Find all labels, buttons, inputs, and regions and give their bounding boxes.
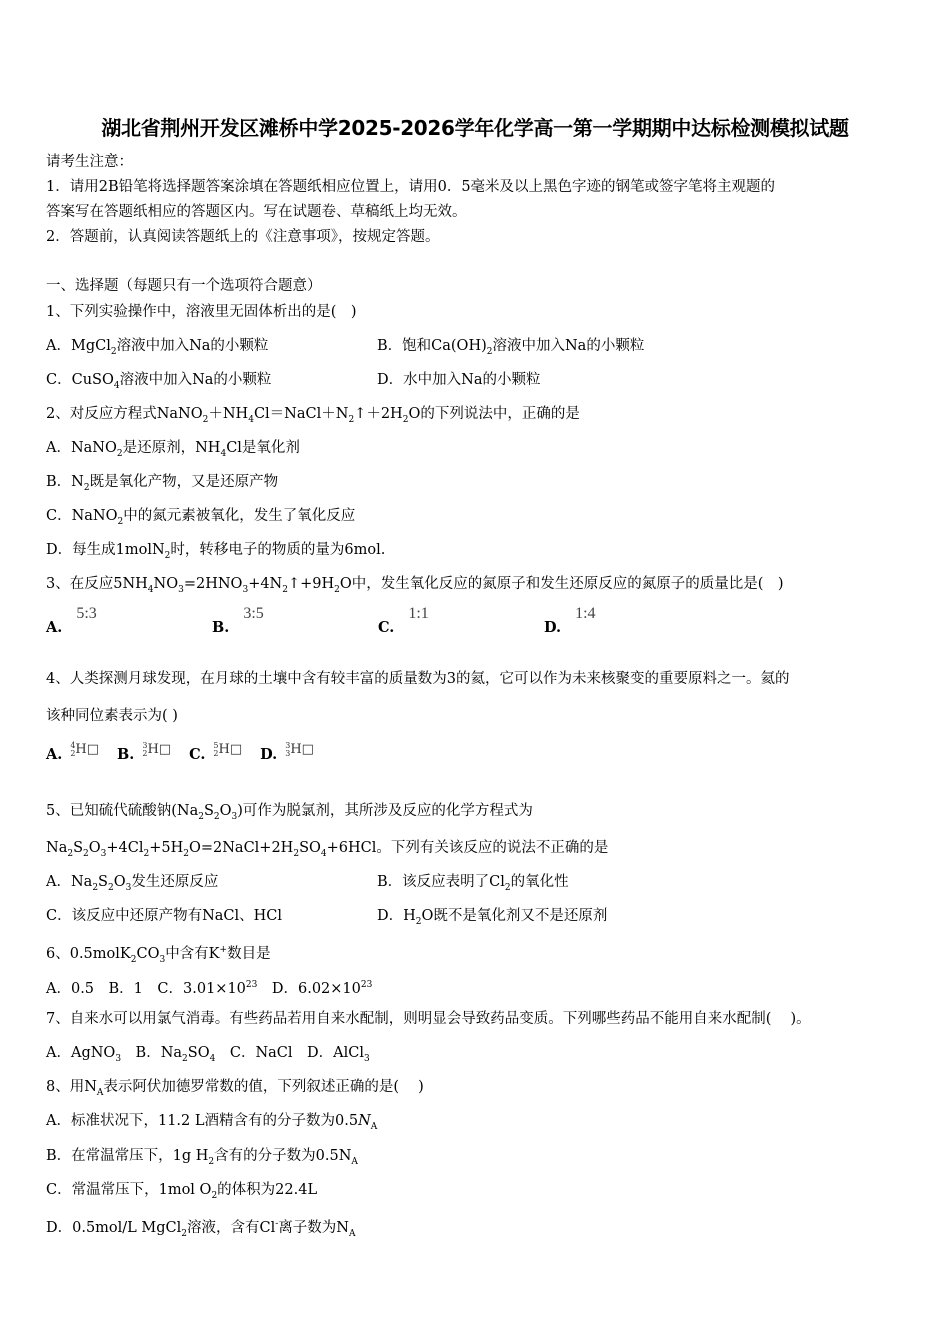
subscript: 4	[248, 414, 254, 425]
text-run: SO	[299, 840, 321, 856]
text-line	[46, 1180, 317, 1206]
text-run: +6HCl。下列有关该反应的说法不正确的是	[326, 840, 609, 856]
text-run: 5、已知硫代硫酸钠(Na	[46, 803, 199, 819]
text-line	[46, 669, 789, 689]
text-run: 7、自来水可以用氯气消毒。有些药品若用自来水配制，则明显会导致药品变质。下列哪些药品不能用自来水配制( )。	[46, 1011, 811, 1027]
subscript: 2	[334, 584, 340, 595]
line-content	[46, 542, 386, 561]
text-run: B．在常温常压下，1g H	[46, 1148, 209, 1164]
text-run: O=2NaCl+2H	[188, 840, 294, 856]
subscript: 2	[143, 848, 150, 859]
text-run: D．水中加入Na的小颗粒	[377, 372, 541, 388]
text-run: 6、0.5molK	[46, 945, 131, 962]
text-line	[46, 1009, 811, 1029]
subscript: 3	[242, 584, 249, 595]
subscript: 2	[183, 848, 189, 859]
text-run: O	[113, 874, 126, 890]
text-run: +4N	[248, 576, 283, 592]
text-run: 一、选择题（每题只有一个选项符合题意）	[46, 278, 322, 294]
text-run: 请考生注意：	[46, 154, 133, 170]
element-symbol: H□	[290, 742, 314, 757]
answer-option	[189, 740, 243, 766]
ratio-value: 3:5	[243, 605, 264, 622]
text-run: 该种同位素表示为( )	[46, 708, 178, 724]
superscript: 23	[360, 980, 373, 990]
line-content	[46, 1079, 424, 1098]
subscript: 4	[320, 848, 327, 859]
subscript: 2	[67, 848, 74, 859]
subscript: 2	[282, 584, 288, 595]
text-line	[46, 1077, 424, 1103]
text-run: O既不是氧化剂又不是还原剂	[421, 908, 608, 924]
superscript: +	[219, 945, 228, 955]
text-run: S	[203, 803, 214, 819]
subscript: 4	[147, 584, 154, 595]
line-content	[46, 840, 609, 859]
text-run: 溶液，含有Cl	[187, 1219, 276, 1236]
line-content	[46, 671, 789, 687]
subscript: 2	[198, 811, 204, 822]
subscript: 2	[110, 346, 117, 357]
text-line	[46, 1111, 377, 1137]
text-run: A．MgCl	[46, 338, 111, 354]
mass-number: 3	[285, 740, 291, 750]
text-run: 离子数为N	[278, 1219, 349, 1236]
isotope-notation	[213, 742, 242, 757]
subscript: 2	[116, 448, 123, 459]
superscript: 23	[245, 980, 258, 990]
subscript: 2	[402, 414, 409, 425]
mass-number: 5	[213, 740, 219, 750]
text-run: A．AgNO	[46, 1045, 116, 1061]
line-content	[46, 204, 467, 220]
line-content	[46, 154, 133, 170]
text-run: 数目是	[227, 945, 271, 962]
line-content	[46, 576, 784, 595]
text-run: 发生还原反应	[131, 874, 219, 890]
text-line	[46, 1146, 358, 1172]
italic-text: N	[358, 1113, 371, 1129]
subscript: 4	[113, 380, 120, 391]
mass-number: 3	[142, 740, 148, 750]
text-run: D．H	[377, 908, 416, 924]
text-run: 溶液中加入Na的小颗粒	[119, 372, 272, 388]
line-content	[46, 474, 279, 493]
superscript: -	[275, 1219, 279, 1229]
text-run: +5H	[149, 840, 184, 856]
text-line	[46, 872, 569, 898]
line-content	[46, 372, 272, 391]
text-line	[46, 302, 357, 322]
text-line	[46, 801, 533, 827]
line-content	[46, 908, 282, 924]
text-line	[46, 1214, 356, 1244]
line-content	[46, 1182, 318, 1201]
line-content	[46, 981, 372, 997]
answer-option	[260, 740, 314, 766]
subscript: 3	[100, 848, 107, 859]
line-content	[46, 1113, 378, 1132]
text-run: NO	[153, 576, 179, 592]
subscript: 2	[181, 1228, 188, 1239]
text-run: 4、人类探测月球发现，在月球的土壤中含有较丰富的质量数为3的氦，它可以作为未来核聚变的重要原料之一。氦的	[46, 671, 790, 687]
line-content	[46, 406, 580, 425]
text-line	[46, 438, 300, 464]
text-line	[46, 1043, 370, 1069]
text-run: 中含有K	[165, 945, 220, 962]
subscript: 2	[164, 550, 171, 561]
text-run: 是还原剂，NH	[122, 440, 221, 456]
text-line	[46, 370, 541, 396]
answer-option	[212, 605, 378, 638]
subscript: 4	[220, 448, 227, 459]
text-line	[46, 540, 385, 566]
subscript: 3	[363, 1053, 370, 1064]
subscript: 2	[83, 482, 90, 493]
subscript: A	[351, 1156, 358, 1167]
text-run: =2HNO	[183, 576, 243, 592]
subscript: 2	[486, 346, 493, 357]
page-title: 湖北省荆州开发区滩桥中学2025-2026学年化学高一第一学期期中达标检测模拟试题	[101, 116, 849, 140]
isotope-notation	[142, 742, 171, 757]
text-line	[46, 177, 775, 197]
line-content	[46, 1219, 356, 1239]
answer-option	[46, 740, 100, 766]
text-run: ↑+9H	[287, 576, 335, 592]
subscript: 3	[231, 811, 238, 822]
option-letter: A.	[46, 746, 63, 763]
line-content	[46, 179, 775, 195]
text-line	[46, 940, 271, 970]
subscript: 2	[130, 954, 137, 965]
answer-option	[117, 740, 172, 766]
option-letter: C.	[378, 619, 395, 636]
subscript: 2	[83, 848, 89, 859]
text-run: 3、在反应5NH	[46, 576, 148, 592]
ratio-value: 1:1	[408, 605, 429, 622]
text-line	[46, 605, 710, 638]
line-content	[46, 508, 356, 527]
isotope-notation	[70, 742, 99, 757]
ratio-value: 5:3	[76, 605, 97, 622]
line-content	[46, 338, 269, 357]
text-run: 溶液中加入Na的小颗粒	[116, 338, 269, 354]
element-symbol: H□	[218, 742, 243, 757]
text-line	[46, 472, 278, 498]
subscript: 2	[504, 882, 511, 893]
text-run: ＋NH	[208, 406, 249, 422]
text-run: 时，转移电子的物质的量为6mol.	[170, 542, 386, 558]
line-content	[46, 1011, 811, 1027]
subscript: 3	[115, 1053, 122, 1064]
line-content	[46, 440, 300, 459]
subscript: A	[370, 1121, 378, 1132]
text-run: O	[219, 803, 232, 819]
text-run: Cl＝NaCl＋N	[253, 406, 349, 422]
line-content	[46, 1045, 370, 1064]
option-letter: C.	[189, 746, 206, 763]
subscript: 4	[209, 1053, 216, 1064]
text-run: 的氧化性	[510, 874, 569, 890]
option-letter: B.	[117, 746, 135, 763]
text-run: C．NaNO	[46, 508, 118, 524]
text-run: C．CuSO	[46, 372, 114, 388]
mass-number: 4	[70, 740, 76, 750]
element-symbol: H□	[75, 742, 100, 757]
text-run: 1、下列实验操作中，溶液里无固体析出的是( )	[46, 304, 357, 320]
text-run: D．每生成1molN	[46, 542, 165, 558]
line-content	[46, 229, 439, 245]
text-line	[46, 227, 439, 247]
text-run: Na	[46, 840, 68, 856]
line-content	[46, 278, 322, 294]
isotope-notation	[285, 742, 314, 757]
text-run: O中，发生氧化反应的氮原子和发生还原反应的氮原子的质量比是( )	[339, 576, 784, 592]
text-line	[46, 506, 355, 532]
text-run: 2、对反应方程式NaNO	[46, 406, 203, 422]
line-content	[46, 304, 357, 320]
text-run: 8、用N	[46, 1079, 97, 1095]
text-run: A．0.5 B．1 C．3.01×10	[46, 980, 246, 997]
text-run: +4Cl	[106, 840, 144, 856]
text-run: 溶液中加入Na的小颗粒	[492, 338, 645, 354]
text-line	[46, 838, 608, 864]
line-content	[46, 1148, 358, 1167]
subscript: 2	[293, 848, 300, 859]
text-run: O	[88, 840, 101, 856]
atomic-number: 2	[70, 748, 76, 758]
text-run: A．标准状况下，11.2 L酒精含有的分子数为0.5	[46, 1113, 359, 1129]
subscript: 2	[348, 414, 355, 425]
text-run: B．该反应表明了Cl	[377, 874, 505, 890]
answer-option	[544, 605, 710, 638]
text-run: ↑＋2H	[354, 406, 403, 422]
text-run: D．0.5mol/L MgCl	[46, 1219, 182, 1236]
text-line	[46, 276, 322, 296]
text-run: 表示阿伏加德罗常数的值，下列叙述正确的是( )	[103, 1079, 424, 1095]
text-run: Cl是氧化剂	[226, 440, 300, 456]
text-line	[46, 574, 784, 600]
text-run: CO	[136, 945, 160, 962]
subscript: 2	[117, 516, 124, 527]
text-line	[46, 202, 467, 222]
text-run: A．NaNO	[46, 440, 117, 456]
text-run: 2．答题前，认真阅读答题纸上的《注意事项》，按规定答题。	[46, 229, 440, 245]
subscript: 2	[202, 414, 209, 425]
text-line	[46, 906, 608, 927]
answer-option	[378, 605, 544, 638]
text-run: A．Na	[46, 874, 93, 890]
option-right	[377, 872, 569, 898]
option-letter: D.	[260, 746, 278, 763]
atomic-number: 2	[213, 748, 219, 758]
option-right	[377, 906, 607, 932]
atomic-number: 2	[142, 748, 148, 758]
text-run: C．该反应中还原产物有NaCl、HCl	[46, 908, 283, 924]
text-run: B．Na	[121, 1045, 183, 1061]
text-line	[46, 740, 332, 766]
subscript: 2	[415, 916, 422, 927]
subscript: A	[96, 1087, 104, 1098]
text-run: B．饱和Ca(OH)	[377, 338, 487, 354]
text-line	[46, 975, 372, 999]
subscript: 2	[213, 811, 220, 822]
element-symbol: H□	[147, 742, 172, 757]
text-line	[46, 336, 645, 362]
subscript: 3	[159, 954, 166, 965]
text-run: 既是氧化产物，又是还原产物	[89, 474, 279, 490]
text-run: B．N	[46, 474, 84, 490]
option-letter: B.	[212, 619, 230, 636]
subscript: 2	[92, 882, 99, 893]
subscript: 2	[208, 1156, 215, 1167]
option-letter: D.	[544, 619, 562, 636]
text-run: C．常温常压下，1mol O	[46, 1182, 212, 1198]
text-line	[46, 706, 178, 726]
subscript: 2	[182, 1053, 188, 1064]
text-run: 答案写在答题纸相应的答题区内。写在试题卷、草稿纸上均无效。	[46, 204, 467, 220]
text-run: D．6.02×10	[257, 980, 361, 997]
subscript: 3	[125, 882, 132, 893]
text-line	[46, 404, 580, 430]
text-run: C．NaCl D．AlCl	[215, 1045, 364, 1061]
text-run: 的体积为22.4L	[217, 1182, 318, 1198]
line-content	[46, 945, 271, 965]
text-run: 1．请用2B铅笔将选择题答案涂填在答题纸相应位置上，请用0．5毫米及以上黑色字迹的钢笔或签字笔将主观题的	[46, 179, 776, 195]
text-line	[46, 152, 133, 172]
line-content	[46, 874, 219, 893]
subscript: A	[349, 1228, 356, 1239]
ratio-value: 1:4	[575, 605, 596, 622]
text-run: 含有的分子数为0.5N	[214, 1148, 352, 1164]
option-letter: A.	[46, 619, 63, 636]
line-content	[46, 803, 533, 822]
subscript: 3	[178, 584, 184, 595]
line-content	[46, 708, 178, 724]
option-right	[377, 336, 644, 362]
text-run: S	[73, 840, 84, 856]
text-run: 中的氮元素被氧化，发生了氧化反应	[123, 508, 356, 524]
option-right	[377, 370, 540, 390]
atomic-number: 3	[285, 748, 291, 758]
text-run: )可作为脱氯剂，其所涉及反应的化学方程式为	[237, 803, 533, 819]
text-run: O的下列说法中，正确的是	[408, 406, 580, 422]
subscript: 2	[107, 882, 114, 893]
text-run: SO	[187, 1045, 210, 1061]
subscript: 2	[211, 1190, 218, 1201]
answer-option	[46, 605, 212, 638]
text-run: S	[98, 874, 108, 890]
